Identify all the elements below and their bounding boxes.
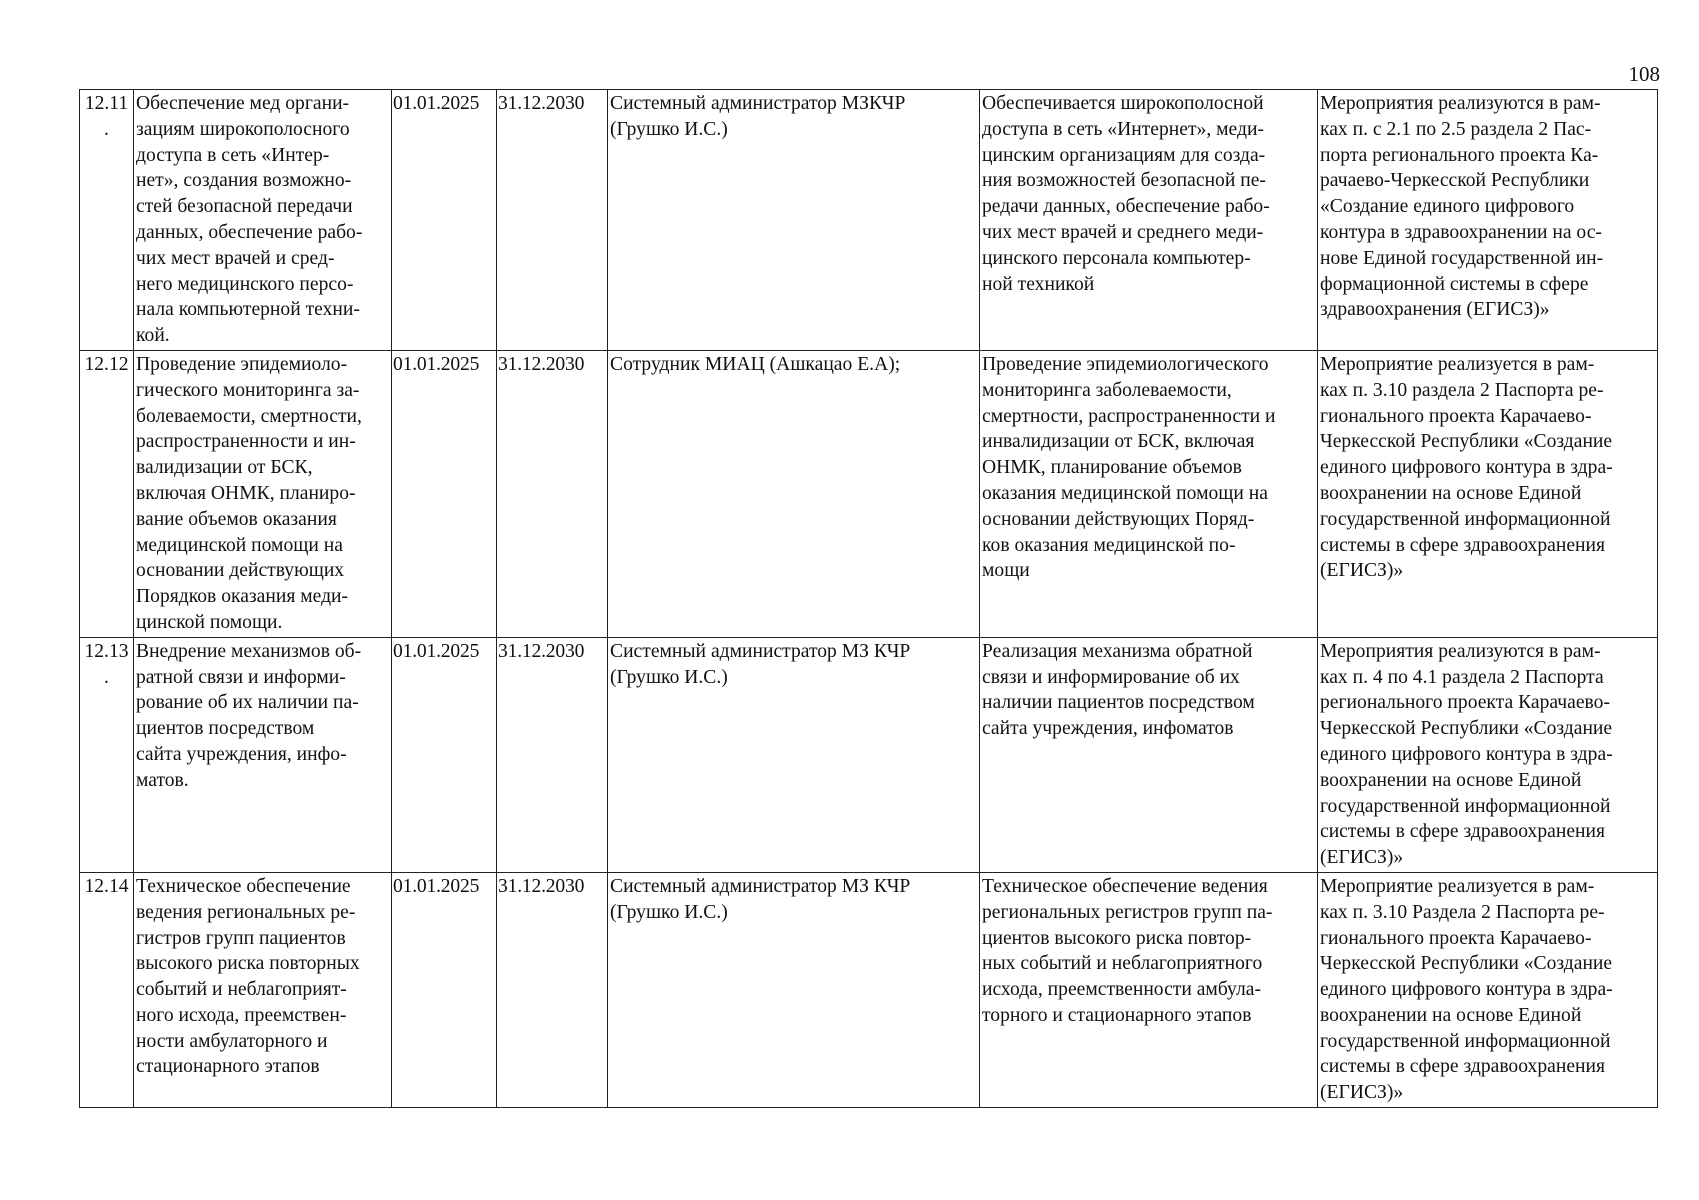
end-date-cell: 31.12.2030 (497, 637, 608, 872)
page-number: 108 (1628, 62, 1660, 86)
responsible-cell: Системный администратор МЗКЧР (Грушко И.С.) (608, 90, 980, 351)
note-cell: Мероприятия реализуются в рам- ках п. 4 по 4.1 раздела 2 Паспорта регионального проекта Карачаево- Черкесской Республики «Создание единого цифрового контура в здра- воохранении на основе Единой государственной информационной системы в сфере здравоохранения (ЕГИСЗ)» (1318, 637, 1658, 872)
responsible-cell: Системный администратор МЗ КЧР (Грушко И.С.) (608, 637, 980, 872)
start-date-cell: 01.01.2025 (392, 350, 497, 637)
responsible-cell: Сотрудник МИАЦ (Ашкацао Е.А); (608, 350, 980, 637)
start-date-cell: 01.01.2025 (392, 90, 497, 351)
end-date-cell: 31.12.2030 (497, 350, 608, 637)
result-cell: Реализация механизма обратной связи и информирование об их наличии пациентов посредством сайта учреждения, инфоматов (980, 637, 1318, 872)
note-cell: Мероприятия реализуются в рам- ках п. с 2.1 по 2.5 раздела 2 Пас- порта регионального проекта Ка- рачаево-Черкесской Республики «Создание единого цифрового контура в здравоохранении на ос- нове Единой государственной ин- формационной системы в сфере здравоохранения (ЕГИСЗ)» (1318, 90, 1658, 351)
table-row (80, 637, 1658, 872)
note-cell: Мероприятие реализуется в рам- ках п. 3.10 Раздела 2 Паспорта ре- гионального проекта Карачаево- Черкесской Республики «Создание единого цифрового контура в здра- воохранении на основе Единой государственной информационной системы в сфере здравоохранения (ЕГИСЗ)» (1318, 872, 1658, 1107)
end-date-cell: 31.12.2030 (497, 872, 608, 1107)
result-cell: Техническое обеспечение ведения региональных регистров групп па- циентов высокого риска повтор- ных событий и неблагоприятного исхода, преемственности амбула- торного и стационарного этапов (980, 872, 1318, 1107)
activity-cell: Обеспечение мед органи- зациям широкополосного доступа в сеть «Интер- нет», создания возможно- стей безопасной передачи данных, обеспечение рабо- чих мест врачей и сред- него медицинского персо- нала компьютерной техни- кой. (134, 90, 392, 351)
note-cell: Мероприятие реализуется в рам- ках п. 3.10 раздела 2 Паспорта ре- гионального проекта Карачаево- Черкесской Республики «Создание единого цифрового контура в здра- воохранении на основе Единой государственной информационной системы в сфере здравоохранения (ЕГИСЗ)» (1318, 350, 1658, 637)
table-row (80, 872, 1658, 1107)
result-cell: Проведение эпидемиологического мониторинга заболеваемости, смертности, распространенности и инвалидизации от БСК, включая ОНМК, планирование объемов оказания медицинской помощи на основании действующих Поряд- ков оказания медицинской по- мощи (980, 350, 1318, 637)
item-number-cell: 12.12 (80, 350, 134, 637)
start-date-cell: 01.01.2025 (392, 637, 497, 872)
item-number-cell: 12.11 . (80, 90, 134, 351)
start-date-cell: 01.01.2025 (392, 872, 497, 1107)
table-row (80, 90, 1658, 351)
item-number-cell: 12.13 . (80, 637, 134, 872)
end-date-cell: 31.12.2030 (497, 90, 608, 351)
item-number-cell: 12.14 (80, 872, 134, 1107)
activity-cell: Техническое обеспечение ведения региональных ре- гистров групп пациентов высокого риска повторных событий и неблагоприят- ного исхода, преемствен- ности амбулаторного и стационарного этапов (134, 872, 392, 1107)
result-cell: Обеспечивается широкополосной доступа в сеть «Интернет», меди- цинским организациям для созда- ния возможностей безопасной пе- редачи данных, обеспечение рабо- чих мест врачей и среднего меди- цинского персонала компьютер- ной техникой (980, 90, 1318, 351)
activity-cell: Внедрение механизмов об- ратной связи и информи- рование об их наличии па- циентов посредством сайта учреждения, инфо- матов. (134, 637, 392, 872)
table-row (80, 350, 1658, 637)
activity-cell: Проведение эпидемиоло- гического мониторинга за- болеваемости, смертности, распространенности и ин- валидизации от БСК, включая ОНМК, планиро- вание объемов оказания медицинской помощи на основании действующих Порядков оказания меди- цинской помощи. (134, 350, 392, 637)
responsible-cell: Системный администратор МЗ КЧР (Грушко И.С.) (608, 872, 980, 1107)
activities-table (79, 89, 1658, 1108)
